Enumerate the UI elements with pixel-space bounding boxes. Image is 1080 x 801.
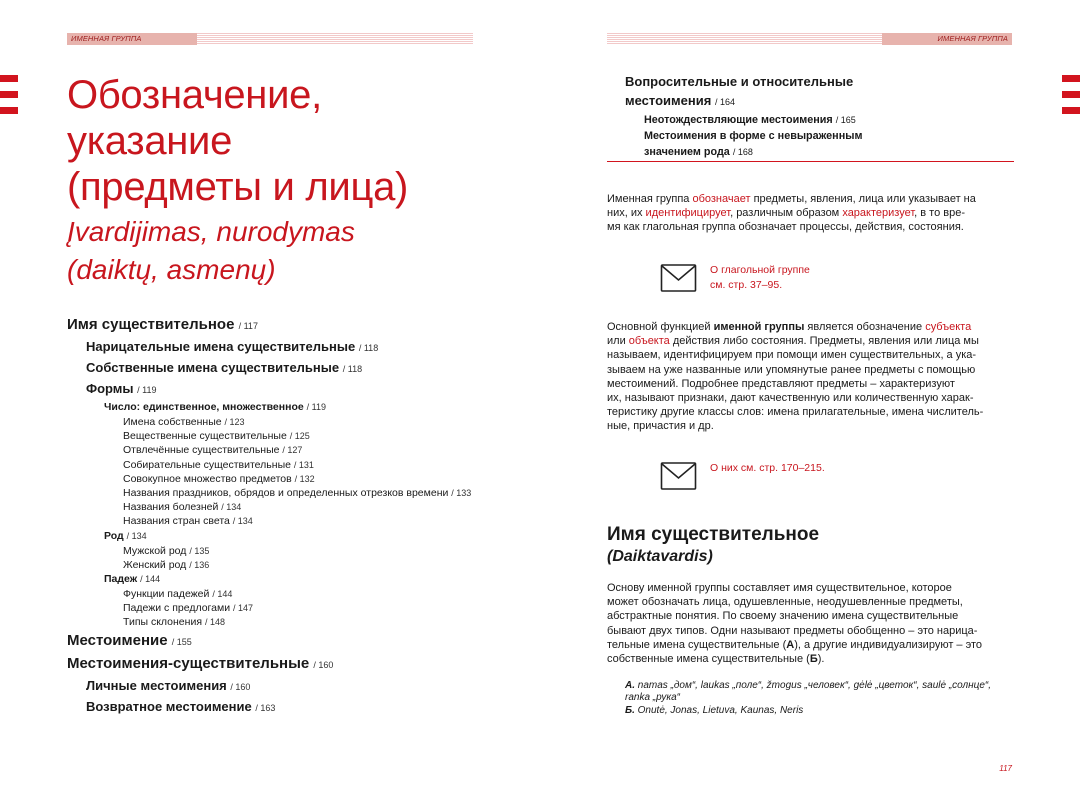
toc-item[interactable]: Местоимения в форме с невыраженным: [644, 130, 863, 142]
toc-item-label: Вещественные существительные: [123, 430, 287, 443]
toc-item-label: Возвратное местоимение: [86, 698, 252, 714]
toc-page-number: / 144: [140, 574, 161, 585]
toc-item-label: Совокупное множество предметов: [123, 472, 292, 485]
toc-page-number: / 133: [451, 488, 472, 499]
toc-page-number: / 136: [189, 559, 210, 570]
toc-item[interactable]: [67, 697, 507, 718]
toc-page-number: / 131: [293, 459, 314, 470]
section-subheading: (Daiktavardis): [607, 548, 713, 565]
term-link[interactable]: обозначает: [692, 193, 751, 205]
chapter-title-line: Обозначение,: [67, 73, 322, 117]
toc-page-number: / 147: [233, 603, 254, 614]
chapter-edge-marks: [0, 75, 18, 123]
chapter-edge-marks: [1062, 75, 1080, 123]
toc-item-label: Функции падежей: [123, 588, 210, 601]
noun-paragraph: Основу именной группы составляет имя существительное, которое может обозначать лица, одушевленные, неодушевленные предметы, абстрактные понятия. По своему значению имена существительные бывают двух типов. Одни называют предметы обобщенно – это нарица- тельные имена существительные (А), а другие индивидуализируют – это собственные имена существительные (Б).: [607, 582, 983, 666]
toc-item-label: Местоимения-существительные: [67, 654, 310, 672]
toc-page-number: / 134: [126, 530, 147, 541]
toc-item-label: Род: [104, 529, 124, 542]
toc-page-number: / 134: [232, 516, 253, 527]
chapter-subtitle-line: (daiktų, asmenų): [67, 254, 276, 285]
chapter-title-line: указание: [67, 119, 233, 163]
toc-item-label: Число: единственное, множественное: [104, 401, 304, 413]
toc-item[interactable]: [67, 500, 507, 514]
example-label: Б.: [625, 704, 635, 716]
toc-item[interactable]: [67, 630, 507, 653]
page-number: 117: [999, 764, 1012, 773]
example-label: А.: [625, 680, 635, 691]
toc-page-number: / 134: [221, 502, 242, 513]
toc-item[interactable]: [67, 400, 507, 415]
toc-item-label: Падеж: [104, 573, 138, 586]
toc-item[interactable]: [67, 601, 507, 615]
toc-item[interactable]: [67, 472, 507, 486]
examples-block: А. namas „дом“, laukas „поле“, žmogus „человек“, gėlė „цветок“, saulė „солнце“, ranka „рука“ Б. Onutė, Jonas, Lietuva, Kaunas, Neris: [625, 680, 992, 716]
toc-page-number: / 123: [224, 417, 245, 427]
toc-item[interactable]: [67, 587, 507, 601]
toc-item[interactable]: [67, 615, 507, 629]
toc-page-number: / 119: [137, 385, 157, 395]
envelope-icon: [660, 263, 698, 293]
toc-item[interactable]: [67, 443, 507, 457]
intro-paragraph: Именная группа обозначает предметы, явления, лица или указывает на них, их идентифицирует, различным образом характеризует, в то вре- мя как глагольная группа обозначает процессы, действия, состояния.: [607, 193, 976, 234]
section-heading: Имя существительное: [607, 524, 820, 545]
toc-item-label: Собирательные существительные: [123, 458, 291, 471]
toc-item-label: Названия болезней: [123, 501, 219, 514]
toc-item-label: Собственные имена существительные: [86, 360, 340, 375]
toc-item[interactable]: [67, 572, 507, 587]
envelope-icon: [660, 461, 698, 491]
toc-item[interactable]: [67, 379, 507, 400]
toc-page-number: / 127: [282, 445, 303, 456]
toc-item[interactable]: [67, 486, 507, 500]
toc-page-number: / 144: [212, 589, 233, 600]
toc-page-number: / 168: [732, 147, 753, 157]
toc-page-number: / 117: [238, 321, 258, 331]
main-paragraph: Основной функцией именной группы является обозначение субъекта или объекта действия либо состояния. Предметы, явления или лица мы называем, идентифицируем при помощи имен существительных, а ука- зываем на уже названные или упомянутые ранее предметы с помощью местоимений. Подробнее представляют предметы – характеризуют их, называют признаки, дают качественную или количественную харак- теристику другие классы слов: имена прилагательные, имена числитель- ные, причастия и др.: [607, 321, 984, 433]
toc-item-label: Названия стран света: [123, 515, 230, 528]
toc-page-number: / 160: [230, 681, 251, 692]
toc-item[interactable]: [67, 558, 507, 572]
toc-item-label: Нарицательные имена существительные: [86, 339, 356, 354]
toc-item[interactable]: местоимения / 164: [625, 93, 735, 108]
toc-item[interactable]: [67, 415, 507, 429]
toc-item-label: Отвлечённые существительные: [123, 444, 280, 457]
toc-divider: [607, 161, 1014, 162]
toc-item[interactable]: [67, 514, 507, 528]
toc-item-label: Мужской род: [123, 544, 187, 557]
toc-page-number: / 132: [294, 473, 315, 484]
chapter-subtitle: [67, 213, 507, 289]
chapter-title: [67, 72, 507, 210]
toc-item-label: Женский род: [123, 558, 187, 571]
toc-page-number: / 125: [289, 431, 310, 442]
toc-item[interactable]: [67, 544, 507, 558]
toc-item-label: Имена собственные: [123, 416, 222, 428]
toc-item-label: Имя существительное: [67, 316, 235, 333]
term-link[interactable]: субъекта: [925, 321, 972, 333]
toc-page-number: / 165: [835, 115, 856, 125]
toc-page-number: / 164: [714, 97, 735, 107]
toc-page-number: / 118: [358, 343, 379, 353]
toc-item[interactable]: [67, 358, 507, 379]
toc-item[interactable]: [67, 653, 507, 676]
cross-reference-text[interactable]: О глагольной группе см. стр. 37–95.: [710, 264, 810, 291]
table-of-contents: [67, 314, 507, 718]
toc-page-number: / 135: [189, 545, 210, 556]
toc-item-label: Личные местоимения: [86, 677, 227, 693]
running-head-label: ИМЕННАЯ ГРУППА: [882, 33, 1012, 45]
term-link[interactable]: характеризует: [842, 207, 915, 220]
toc-page-number: / 148: [204, 617, 225, 628]
chapter-subtitle-line: Įvardijimas, nurodymas: [67, 216, 355, 247]
toc-item-label: Местоимение: [67, 631, 168, 649]
toc-item-label: Падежи с предлогами: [123, 602, 231, 615]
running-head-label: ИМЕННАЯ ГРУППА: [67, 33, 197, 45]
toc-item-label: Типы склонения: [123, 616, 203, 629]
toc-item[interactable]: [67, 676, 507, 697]
toc-item[interactable]: [67, 458, 507, 472]
cross-reference-text[interactable]: О них см. стр. 170–215.: [710, 462, 825, 474]
toc-item[interactable]: Неотождествляющие местоимения / 165: [644, 114, 856, 126]
toc-item[interactable]: [67, 429, 507, 443]
toc-page-number: / 160: [313, 659, 334, 670]
toc-page-number: / 163: [255, 702, 276, 713]
toc-page-number: / 119: [306, 402, 326, 412]
toc-item[interactable]: значением рода / 168: [644, 146, 753, 158]
toc-continued: [625, 72, 1015, 160]
toc-item[interactable]: [67, 314, 507, 337]
term-link[interactable]: идентифицирует: [645, 207, 731, 220]
toc-item[interactable]: Вопросительные и относительные: [625, 74, 854, 89]
toc-item[interactable]: [67, 337, 507, 358]
toc-page-number: / 155: [171, 636, 192, 647]
toc-page-number: / 118: [342, 364, 363, 374]
term-link[interactable]: объекта: [628, 335, 670, 348]
toc-item-label: Названия праздников, обрядов и определенных отрезков времени: [123, 487, 449, 500]
toc-item[interactable]: [67, 529, 507, 544]
running-head-right: [607, 33, 1012, 45]
running-head-left: [67, 33, 473, 45]
chapter-title-line: (предметы и лица): [67, 165, 409, 209]
toc-item-label: Формы: [86, 381, 134, 396]
